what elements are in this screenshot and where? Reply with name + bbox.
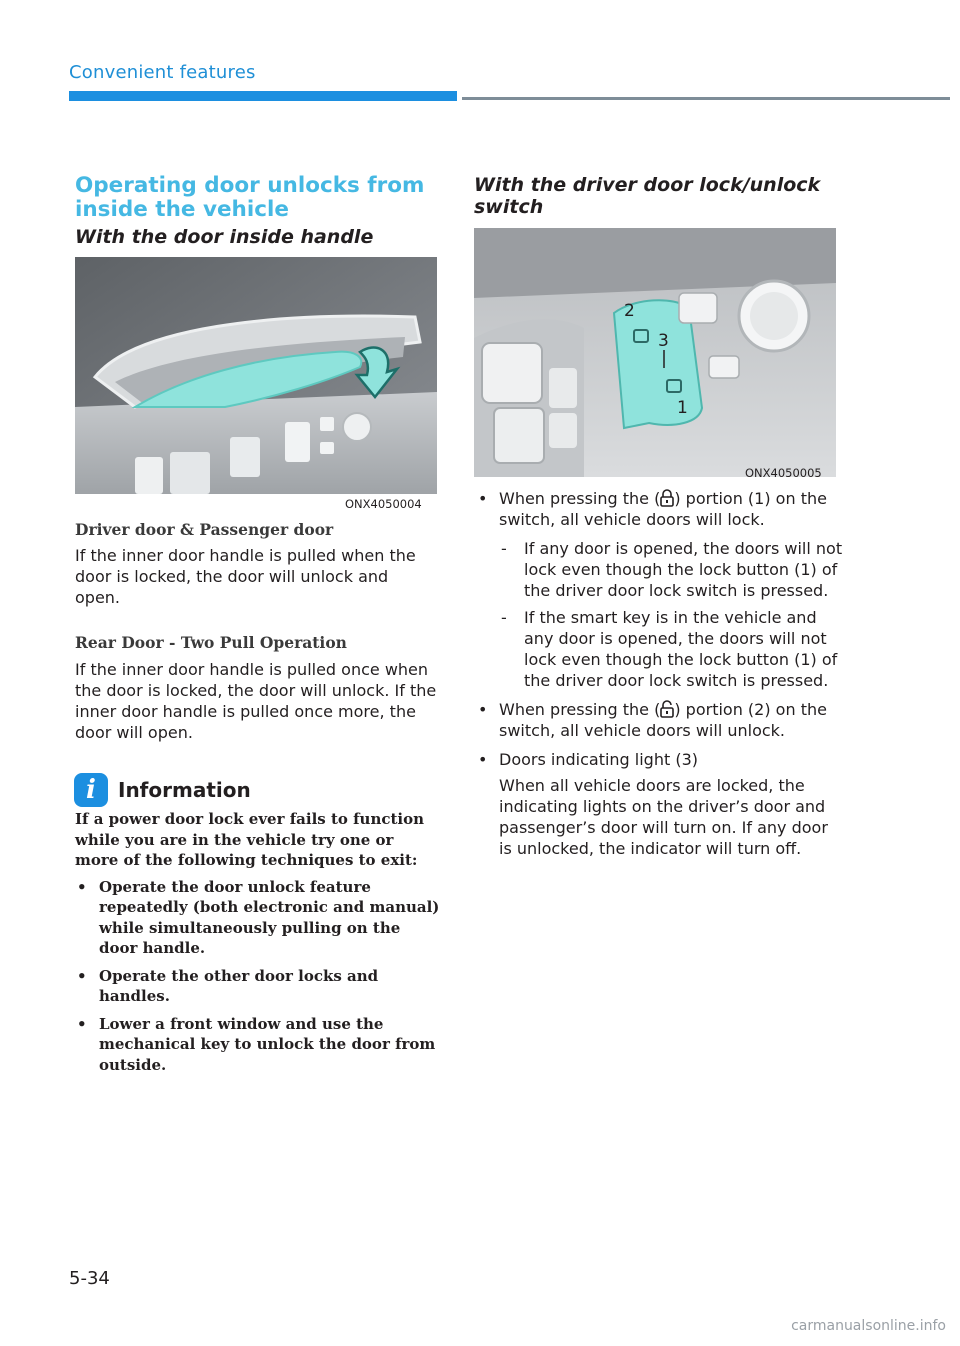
page-header-title: Convenient features — [69, 62, 256, 83]
callout-1: 1 — [677, 398, 688, 418]
lock-switch-illustration — [474, 228, 836, 477]
figure-lock-switch-code: ONX4050005 — [745, 466, 822, 480]
para1-heading: Driver door & Passenger door — [75, 520, 334, 539]
information-bullet: • Operate the other door locks and handles. — [77, 966, 379, 1005]
para2-text: If the inner door handle is pulled once when the door is locked, the door will unlock. If the inner door handle is pulled once more, the door will open. — [75, 660, 437, 742]
indicator-description: When all vehicle doors are locked, the indicating lights on the driver’s door and passenger’s door will turn on. If any door is unlocked, the indicator will turn off. — [499, 776, 828, 858]
para1-text: If the inner door handle is pulled when the door is locked, the door will unlock and open. — [75, 546, 416, 607]
figure-lock-switch — [474, 228, 836, 477]
watermark: carmanualsonline.info — [791, 1318, 946, 1334]
callout-2: 2 — [624, 301, 635, 321]
list-item-indicator: • Doors indicating light (3) When all vehicle doors are locked, the indicating lights on the driver’s door and passenger’s door will turn on. If any door is unlocked, the indicator will turn off. — [474, 749, 844, 859]
subheading-lock-switch: With the driver door lock/unlock switch — [474, 174, 821, 218]
page-number: 5-34 — [69, 1268, 110, 1289]
header-rule-gray — [462, 97, 950, 100]
section-heading: Operating door unlocks from inside the vehicle — [75, 173, 425, 222]
callout-3: 3 — [658, 331, 669, 351]
para2-heading: Rear Door - Two Pull Operation — [75, 633, 347, 652]
door-handle-illustration — [75, 257, 437, 494]
subheading-door-handle: With the door inside handle — [75, 226, 374, 248]
information-bullet: • Operate the door unlock feature repeatedly (both electronic and manual) while simultaneously pulling on the door handle. — [77, 877, 440, 957]
list-item-lock: • When pressing the ( ) portion (1) on the switch, all vehicle doors will lock. - If any door is opened, the doors will not lock even though the lock button (1) of the driver door lock switch is pressed. - If the smart key is in the vehicle and any door is opened, the doors will not lock even though the lock button (1) of the driver door lock switch is pressed. — [478, 489, 843, 690]
figure-door-handle-code: ONX4050004 — [345, 497, 422, 511]
figure-door-handle — [75, 257, 437, 494]
information-block — [75, 809, 440, 1082]
information-intro: If a power door lock ever fails to function while you are in the vehicle try one or more of the following techniques to exit: — [75, 810, 425, 869]
list-item-unlock: • When pressing the ( ) portion (2) on the switch, all vehicle doors will unlock. — [478, 700, 827, 740]
information-title: Information — [118, 778, 251, 802]
lock-switch-list — [474, 488, 844, 867]
information-heading — [74, 773, 251, 807]
information-bullet: • Lower a front window and use the mechanical key to unlock the door from outside. — [77, 1014, 436, 1074]
sub-item: - If any door is opened, the doors will not lock even though the lock button (1) of the driver door lock switch is pressed. — [501, 539, 843, 600]
lock-closed-icon — [660, 489, 674, 507]
lock-open-icon — [660, 700, 674, 718]
sub-item: - If the smart key is in the vehicle and any door is opened, the doors will not lock even though the lock button (1) of the driver door lock switch is pressed. — [501, 608, 838, 690]
header-rule-blue — [69, 91, 457, 101]
information-icon: i — [74, 773, 108, 807]
